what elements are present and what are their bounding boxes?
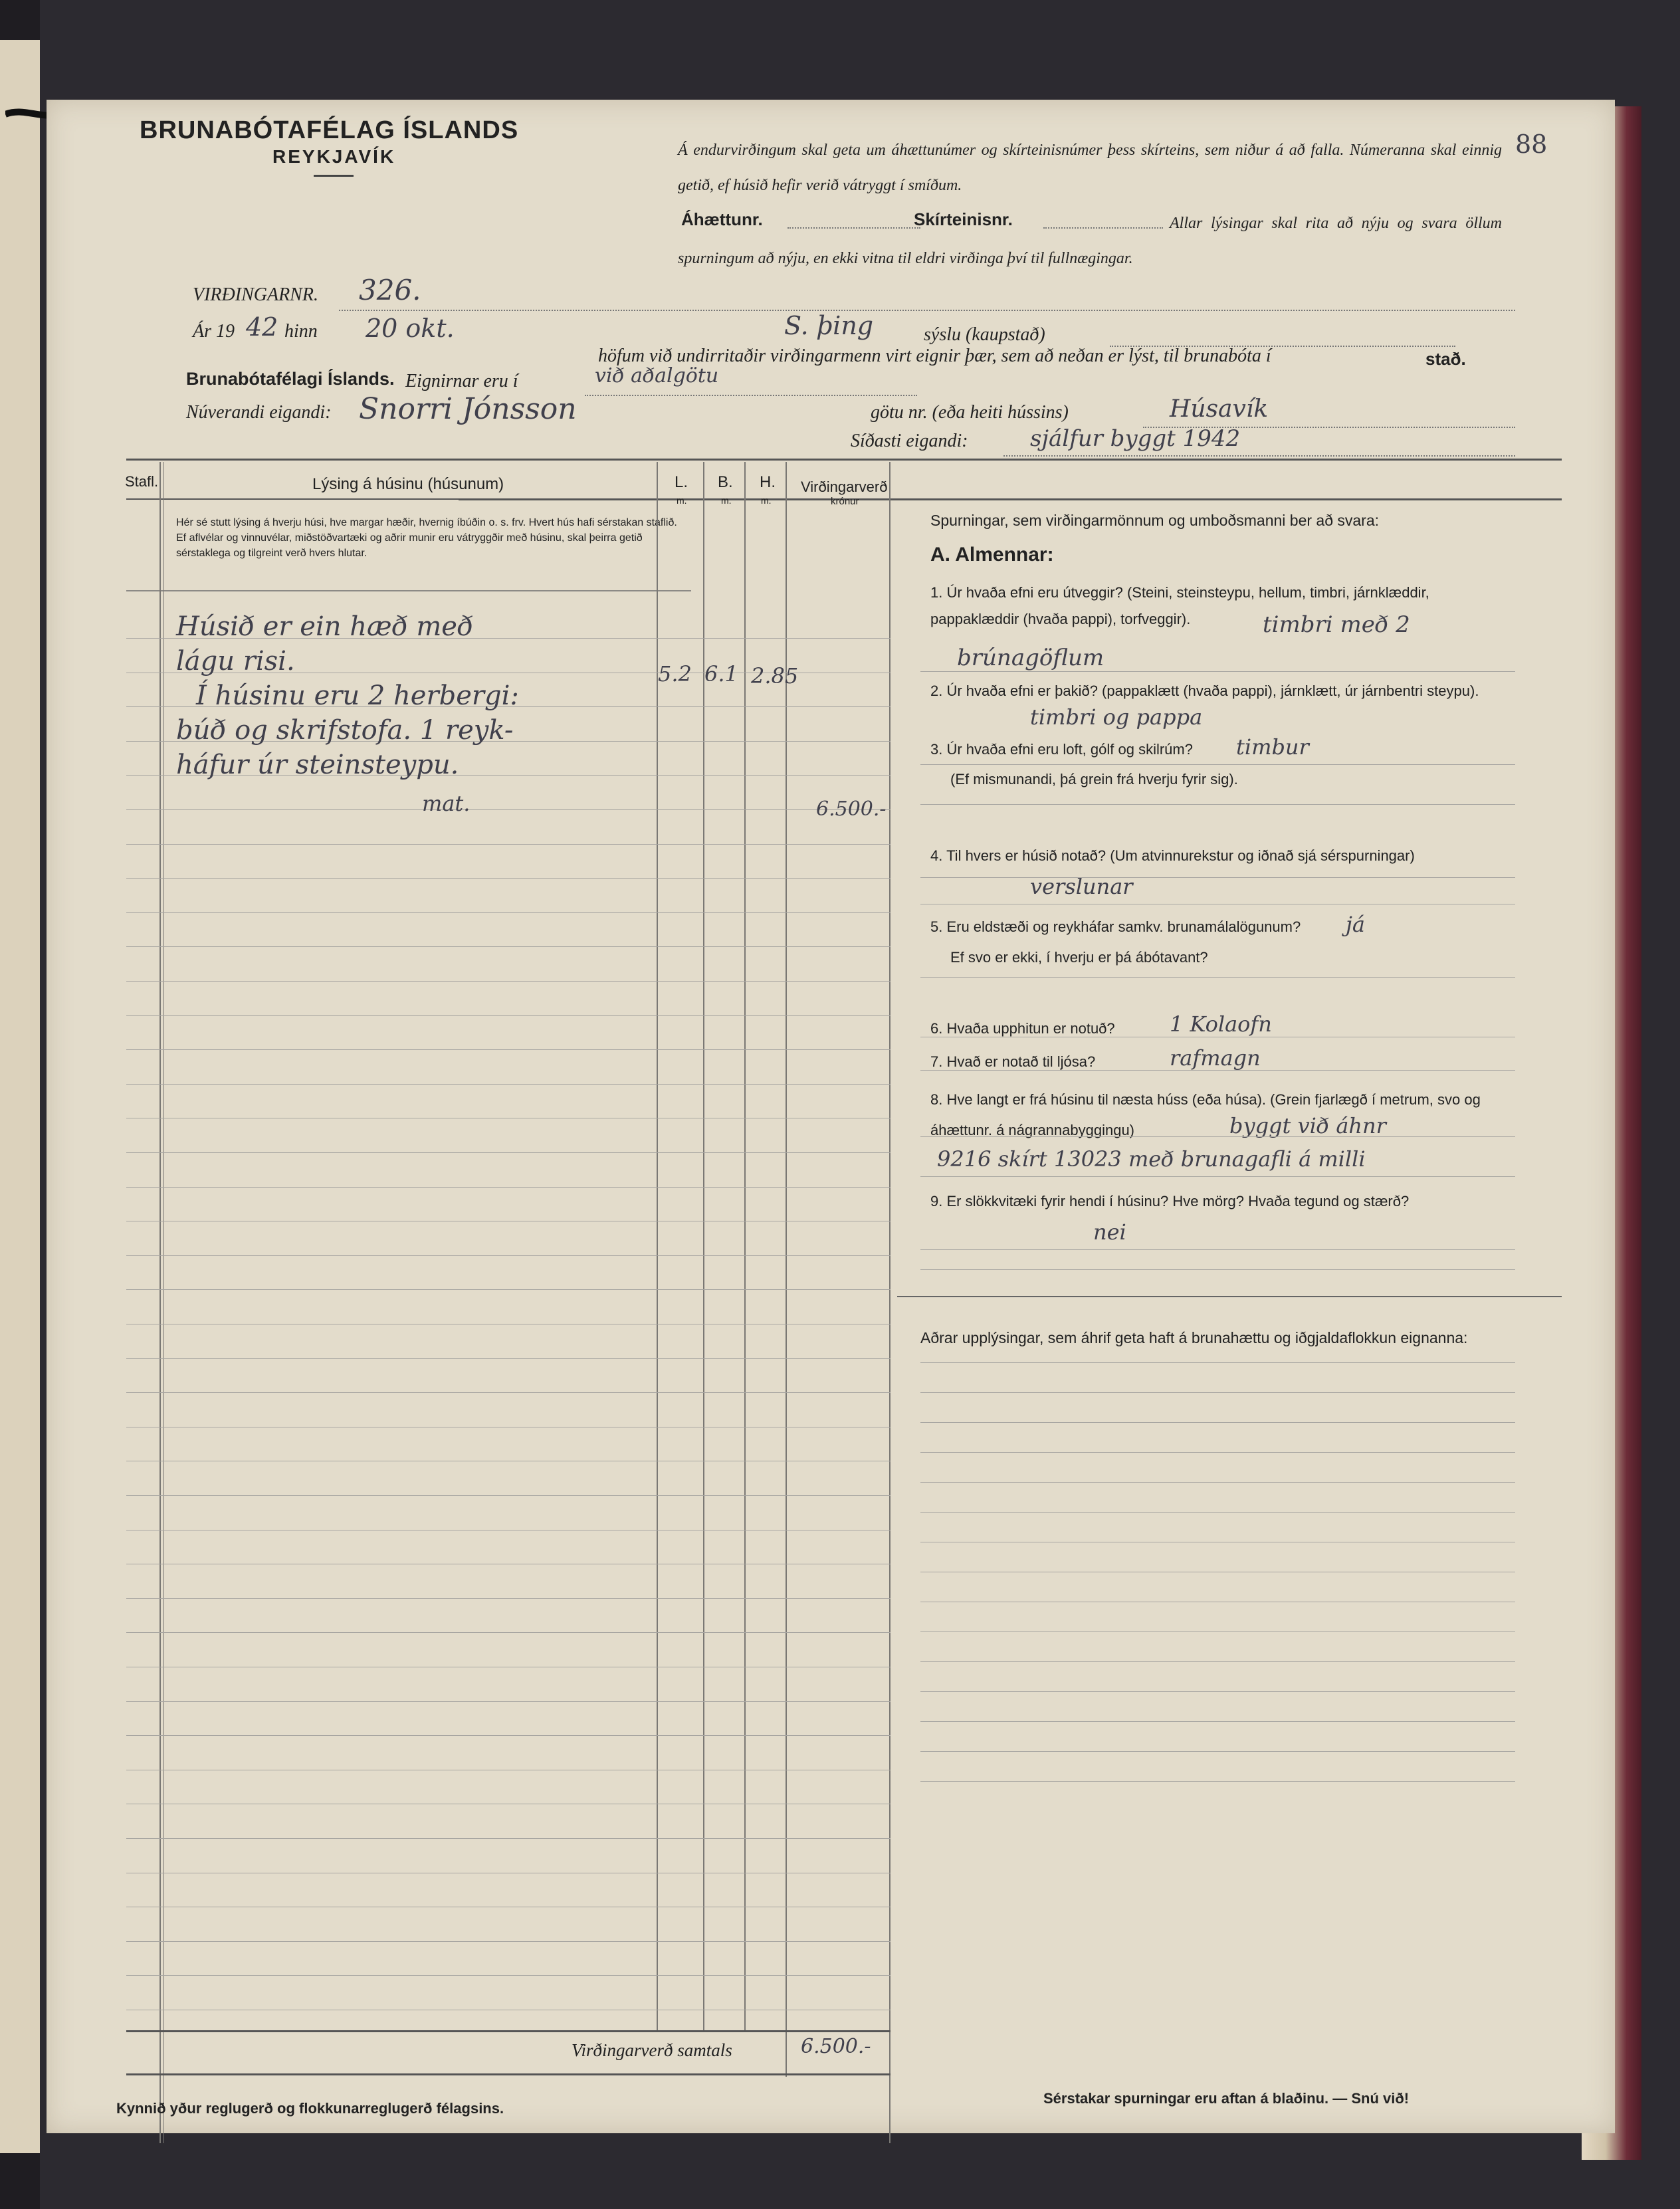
question-rule-line <box>920 1176 1515 1177</box>
question-rule-line <box>920 764 1515 765</box>
prev-owner-label: Síðasti eigandi: <box>851 431 968 451</box>
owner-value: Snorri Jónsson <box>359 392 577 426</box>
col-value-unit: krónur <box>831 496 859 507</box>
total-bottom-rule <box>126 2073 891 2075</box>
q8: 8. Hve langt er frá húsinu til næsta húss (eða húsa). (Grein fjarlægð í metrum, svo og áhættunr. á nágrannabyggingu) <box>930 1091 1481 1138</box>
table-instructions: Hér sé stutt lýsing á hverju húsi, hve margar hæðir, hvernig íbúðin o. s. frv. Hvert hús hafi sérstakan staflið. Ef aflvélar og vinnuvélar, miðstöðvartæki og aðrir munir eru vátryggðir með húsinu, skal þeirra getið sérstaklega og tilgreint verð hvers hlutar. <box>176 517 677 559</box>
table-rule-line <box>126 1392 891 1393</box>
year-value: 42 <box>246 312 278 342</box>
q5: 5. Eru eldstæði og reykháfar samkv. brunamálalögunum? <box>930 918 1301 935</box>
col-H-unit: m. <box>761 495 772 506</box>
table-rule-line <box>126 844 891 845</box>
valuation-no-label: VIRÐINGARNR. <box>193 284 318 305</box>
desc-line-5: háfur úr steinsteypu. <box>176 750 459 780</box>
col-rule-B <box>703 462 704 2030</box>
a6: 1 Kolaofn <box>1170 1011 1272 1037</box>
questions-intro: Spurningar, sem virðingarmönnum og umboðsmanni ber að svara: <box>930 512 1380 529</box>
question-rule-line <box>920 1751 1515 1752</box>
table-rule-line <box>126 981 891 982</box>
page-number: 88 <box>1515 130 1548 159</box>
instructions-rule <box>126 590 691 591</box>
question-rule-line <box>920 1631 1515 1632</box>
questions-top-rule <box>459 498 1562 500</box>
table-rule-line <box>126 1598 891 1599</box>
table-rule-line <box>126 1838 891 1839</box>
desc-line-3: Í húsinu eru 2 herbergi: <box>196 681 519 711</box>
prev-owner-value: sjálfur byggt 1942 <box>1030 425 1241 452</box>
table-rule-line <box>126 1941 891 1942</box>
county-value: S. þing <box>784 311 874 340</box>
year-label: Ár 19 <box>193 321 235 342</box>
col-H: H. <box>760 473 776 491</box>
table-rule-line <box>126 1289 891 1290</box>
col-L: L. <box>675 473 688 491</box>
question-rule-line <box>920 1482 1515 1483</box>
table-rule-line <box>126 1049 891 1050</box>
org-city: REYKJAVÍK <box>272 146 396 167</box>
question-rule-line <box>920 1362 1515 1363</box>
a7: rafmagn <box>1170 1045 1261 1071</box>
other-info-top-rule <box>897 1296 1562 1297</box>
H-value: 2.85 <box>751 663 799 688</box>
table-rule-line <box>126 1152 891 1153</box>
q6: 6. Hvaða upphitun er notuð? <box>930 1020 1115 1037</box>
col-B: B. <box>718 473 733 491</box>
header-rule <box>314 175 354 177</box>
col-value: Virðingarverð <box>801 478 888 495</box>
county-label: sýslu (kaupstað) <box>924 324 1045 345</box>
day-label: hinn <box>284 321 318 342</box>
desc-header-rule <box>126 498 459 500</box>
table-rule-line <box>126 1735 891 1736</box>
col-L-unit: m. <box>677 495 687 506</box>
table-rule-line <box>126 1255 891 1256</box>
col-desc: Lýsing á húsinu (húsunum) <box>312 475 504 493</box>
other-info: Aðrar upplýsingar, sem áhrif geta haft á brunahættu og iðgjaldaflokkun eignanna: <box>920 1329 1468 1346</box>
cert-no-label: Skírteinisnr. <box>914 209 1013 229</box>
table-rule-line <box>126 946 891 947</box>
table-rule-line <box>126 1632 891 1633</box>
header-notice: Á endurvirðingum skal geta um áhættunúmer og skírteinisnúmer þess skírteins, sem niður á að falla. Númeranna skal einnig getið, ef húsið hefir verið vátryggt í smíðum. <box>678 142 1502 194</box>
question-rule-line <box>920 1452 1515 1453</box>
q5b: Ef svo er ekki, í hverju er þá ábótavant? <box>950 949 1208 966</box>
stad-label: stað. <box>1425 349 1466 369</box>
question-rule-line <box>920 877 1515 878</box>
question-rule-line <box>920 1249 1515 1250</box>
table-rule-line <box>126 1495 891 1496</box>
valuation-no-value: 326. <box>359 274 421 306</box>
q1: 1. Úr hvaða efni eru útveggir? (Steini, steinsteypu, hellum, timbri, járnklæddir, pappaklæddir (hvaða pappi), torfveggir). <box>930 584 1429 627</box>
desc-line-4: búð og skrifstofa. 1 reyk- <box>176 715 514 746</box>
property-text: Eignirnar eru í <box>405 371 518 391</box>
col-rule-value <box>786 462 787 2077</box>
previous-page-edge <box>0 40 40 2153</box>
a2: timbri og pappa <box>1030 704 1203 730</box>
table-rule-line <box>126 1187 891 1188</box>
question-rule-line <box>920 1691 1515 1692</box>
B-value: 6.1 <box>704 661 738 686</box>
header-notice-2: Allar lýsingar skal rita að nýju og svara öllum spurningum að nýju, en ekki vitna til eldri virðinga því til fullnægingar. <box>678 215 1502 267</box>
q4: 4. Til hvers er húsið notað? (Um atvinnurekstur og iðnað sjá sérspurningar) <box>930 847 1415 864</box>
question-rule-line <box>920 1392 1515 1393</box>
street-label: götu nr. (eða heiti hússins) <box>871 402 1069 423</box>
table-rule-line <box>126 1015 891 1016</box>
a8a: byggt við áhnr <box>1229 1113 1386 1138</box>
col-rule-stafl-inner <box>163 462 164 2143</box>
col-stafl: Stafl. <box>125 473 159 490</box>
a3: timbur <box>1236 734 1309 760</box>
desc-line-1: Húsið er ein hæð með <box>176 611 474 642</box>
question-rule-line <box>920 1269 1515 1270</box>
table-rule-line <box>126 1358 891 1359</box>
a4: verslunar <box>1030 874 1133 899</box>
footer-right: Sérstakar spurningar eru aftan á blaðinu. — Snú við! <box>1043 2090 1410 2107</box>
day-value: 20 okt. <box>366 314 455 343</box>
col-B-unit: m. <box>721 495 732 506</box>
a8b: 9216 skírt 13023 með brunagafli á milli <box>937 1146 1366 1172</box>
question-rule-line <box>920 977 1515 978</box>
q7: 7. Hvað er notað til ljósa? <box>930 1053 1096 1070</box>
mat-label: mat. <box>422 791 471 816</box>
col-rule-stafl <box>159 462 161 2143</box>
table-top-rule <box>126 459 1562 461</box>
q2: 2. Úr hvaða efni er þakið? (pappaklætt (hvaða pappi), járnklætt, úr járnbentri steypu). <box>930 683 1479 699</box>
a5: já <box>1346 912 1365 937</box>
question-rule-line <box>920 1781 1515 1782</box>
total-top-rule <box>126 2030 891 2032</box>
questions-section-title: A. Almennar: <box>930 544 1054 566</box>
q9: 9. Er slökkvitæki fyrir hendi í húsinu? Hve mörg? Hvaða tegund og stærð? <box>930 1193 1410 1210</box>
L-value: 5.2 <box>658 661 692 686</box>
line-1 <box>339 310 1515 311</box>
q3: 3. Úr hvaða efni eru loft, gólf og skilrúm? <box>930 741 1193 758</box>
table-rule-line <box>126 1701 891 1702</box>
risk-no-label: Áhættunr. <box>681 209 763 229</box>
question-rule-line <box>920 1422 1515 1423</box>
table-rule-line <box>126 809 891 810</box>
col-rule-questions <box>889 462 891 2143</box>
a1b: brúnagöflum <box>957 645 1104 671</box>
question-rule-line <box>920 671 1515 672</box>
signed-text: höfum við undirritaðir virðingarmenn virt eignir þær, sem að neðan er lýst, til brunabóta í <box>598 346 1271 366</box>
desc-line-2: lágu risi. <box>176 646 295 677</box>
question-rule-line <box>920 1661 1515 1662</box>
table-rule-line <box>126 1084 891 1085</box>
form-page <box>47 100 1615 2133</box>
company-text: Brunabótafélagi Íslands. <box>186 369 395 389</box>
total-value: 6.500.- <box>801 2035 871 2058</box>
total-label: Virðingarverð samtals <box>572 2040 732 2060</box>
line-3 <box>585 395 917 396</box>
table-rule-line <box>126 912 891 913</box>
owner-label: Núverandi eigandi: <box>186 402 332 423</box>
line-5 <box>1003 455 1515 457</box>
org-title: BRUNABÓTAFÉLAG ÍSLANDS <box>140 116 519 144</box>
footer-left: Kynnið yður reglugerð og flokkunarreglugerð félagsins. <box>116 2100 504 2117</box>
street-value: Húsavík <box>1170 395 1269 423</box>
question-rule-line <box>920 1136 1515 1137</box>
question-rule-line <box>920 1512 1515 1513</box>
property-location: við aðalgötu <box>595 364 719 387</box>
question-rule-line <box>920 1721 1515 1722</box>
col-rule-L <box>657 462 658 2030</box>
question-rule-line <box>920 1070 1515 1071</box>
q3b: (Ef mismunandi, þá grein frá hverju fyrir sig). <box>950 771 1238 788</box>
question-rule-line <box>920 804 1515 805</box>
a1a: timbri með 2 <box>1263 611 1410 638</box>
item-value: 6.500.- <box>816 797 887 821</box>
a9: nei <box>1093 1219 1126 1245</box>
table-rule-line <box>126 1975 891 1976</box>
col-rule-H <box>744 462 746 2030</box>
table-rule-line <box>126 878 891 879</box>
